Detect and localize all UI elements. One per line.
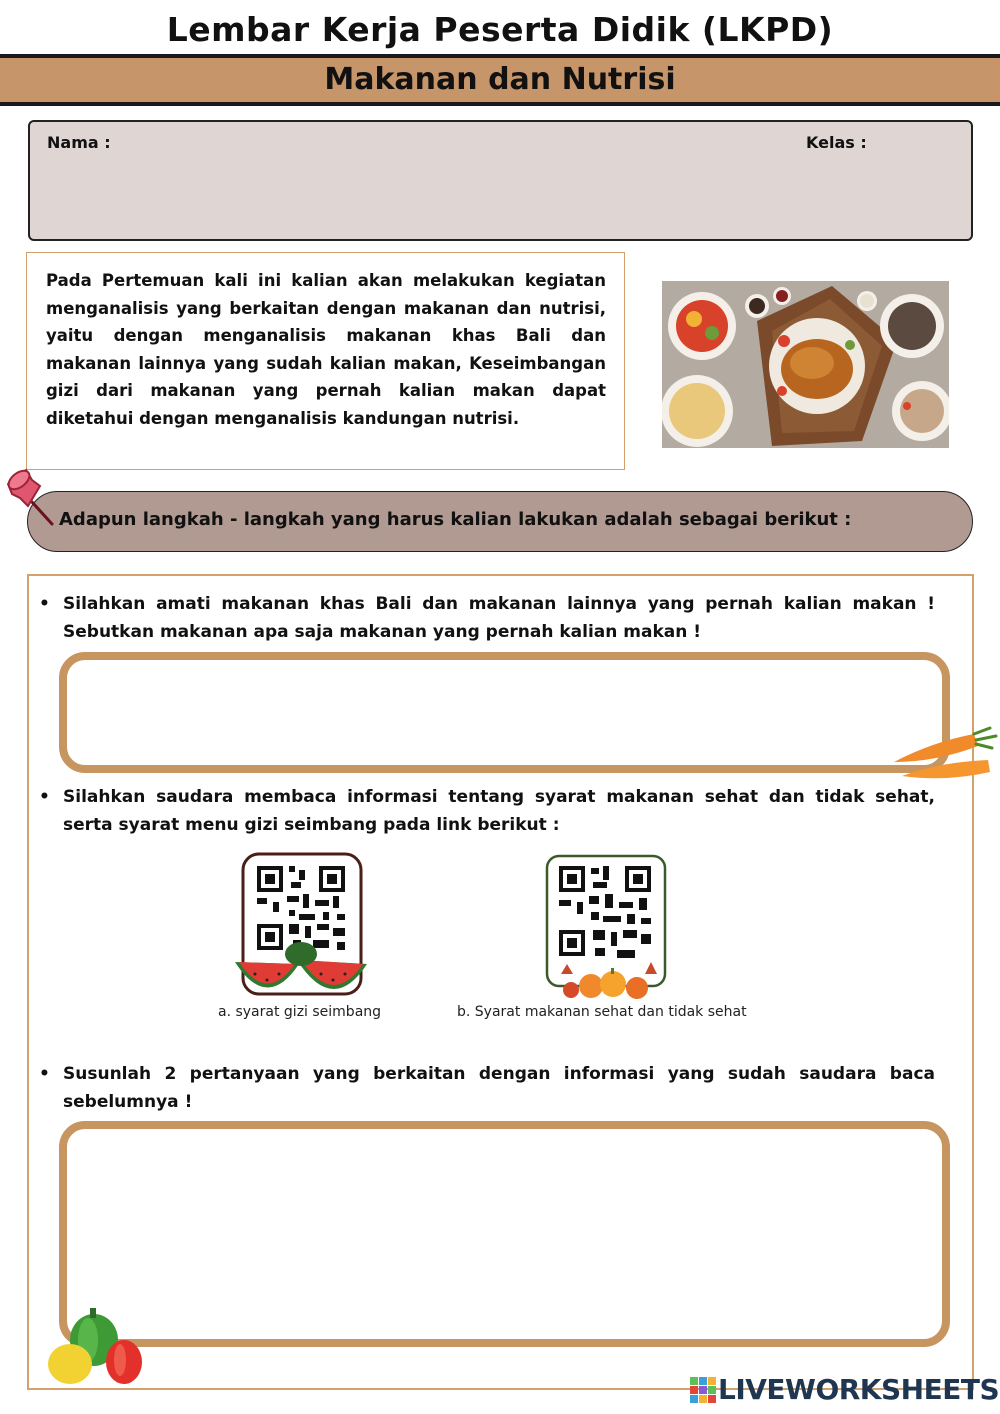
liveworksheets-wordmark: LIVEWORKSHEETS xyxy=(718,1373,1000,1406)
bell-pepper-icon xyxy=(44,1306,146,1388)
page-title: Lembar Kerja Peserta Didik (LKPD) xyxy=(166,10,834,49)
activity-frame xyxy=(27,574,974,1390)
step-2-text: Silahkan saudara membaca informasi tentang syarat makanan sehat dan tidak sehat, serta syarat menu gizi seimbang pada link berikut : xyxy=(63,787,935,835)
steps-heading-banner xyxy=(27,491,973,552)
liveworksheets-logo-icon xyxy=(690,1377,716,1403)
bullet-marker: • xyxy=(39,594,50,614)
liveworksheets-brand xyxy=(690,1373,1000,1406)
bullet-marker: • xyxy=(39,787,50,807)
answer-box-1[interactable] xyxy=(59,652,950,773)
qr-caption-a: a. syarat gizi seimbang xyxy=(218,1004,382,1020)
qr-caption-b: b. Syarat makanan sehat dan tidak sehat xyxy=(457,1004,747,1020)
class-label: Kelas : xyxy=(806,133,867,152)
step-1 xyxy=(39,590,935,646)
intro-text: Pada Pertemuan kali ini kalian akan melakukan kegiatan menganalisis yang berkaitan dengan makanan dan nutrisi, yaitu dengan menganalisis makanan khas Bali dan makanan lainnya yang sudah kalian makan, Keseimbangan gizi dari makanan yang pernah kalian makan dapat diketahui dengan menganalisis kandungan nutrisi. xyxy=(46,271,606,428)
carrot-icon xyxy=(892,726,998,784)
bullet-marker: • xyxy=(39,1064,50,1084)
answer-box-2[interactable] xyxy=(59,1121,950,1347)
steps-heading: Adapun langkah - langkah yang harus kalian lakukan adalah sebagai berikut : xyxy=(59,509,852,530)
qr-code-makanan-sehat[interactable] xyxy=(541,852,671,1002)
name-label: Nama : xyxy=(47,133,111,152)
step-2 xyxy=(39,783,935,839)
intro-box xyxy=(26,252,625,470)
page-subtitle: Makanan dan Nutrisi xyxy=(324,62,676,97)
subtitle-band xyxy=(0,54,1000,106)
step-1-text: Silahkan amati makanan khas Bali dan makanan lainnya yang pernah kalian makan ! Sebutkan makanan apa saja makanan yang pernah kalian makan ! xyxy=(63,594,935,642)
step-3-text: Susunlah 2 pertanyaan yang berkaitan dengan informasi yang sudah saudara baca sebelumnya ! xyxy=(63,1064,935,1112)
food-photo xyxy=(662,281,949,448)
student-identity-box[interactable] xyxy=(28,120,973,241)
step-3 xyxy=(39,1060,935,1116)
push-pin-icon xyxy=(2,466,60,528)
qr-code-gizi-seimbang[interactable] xyxy=(233,852,369,1002)
